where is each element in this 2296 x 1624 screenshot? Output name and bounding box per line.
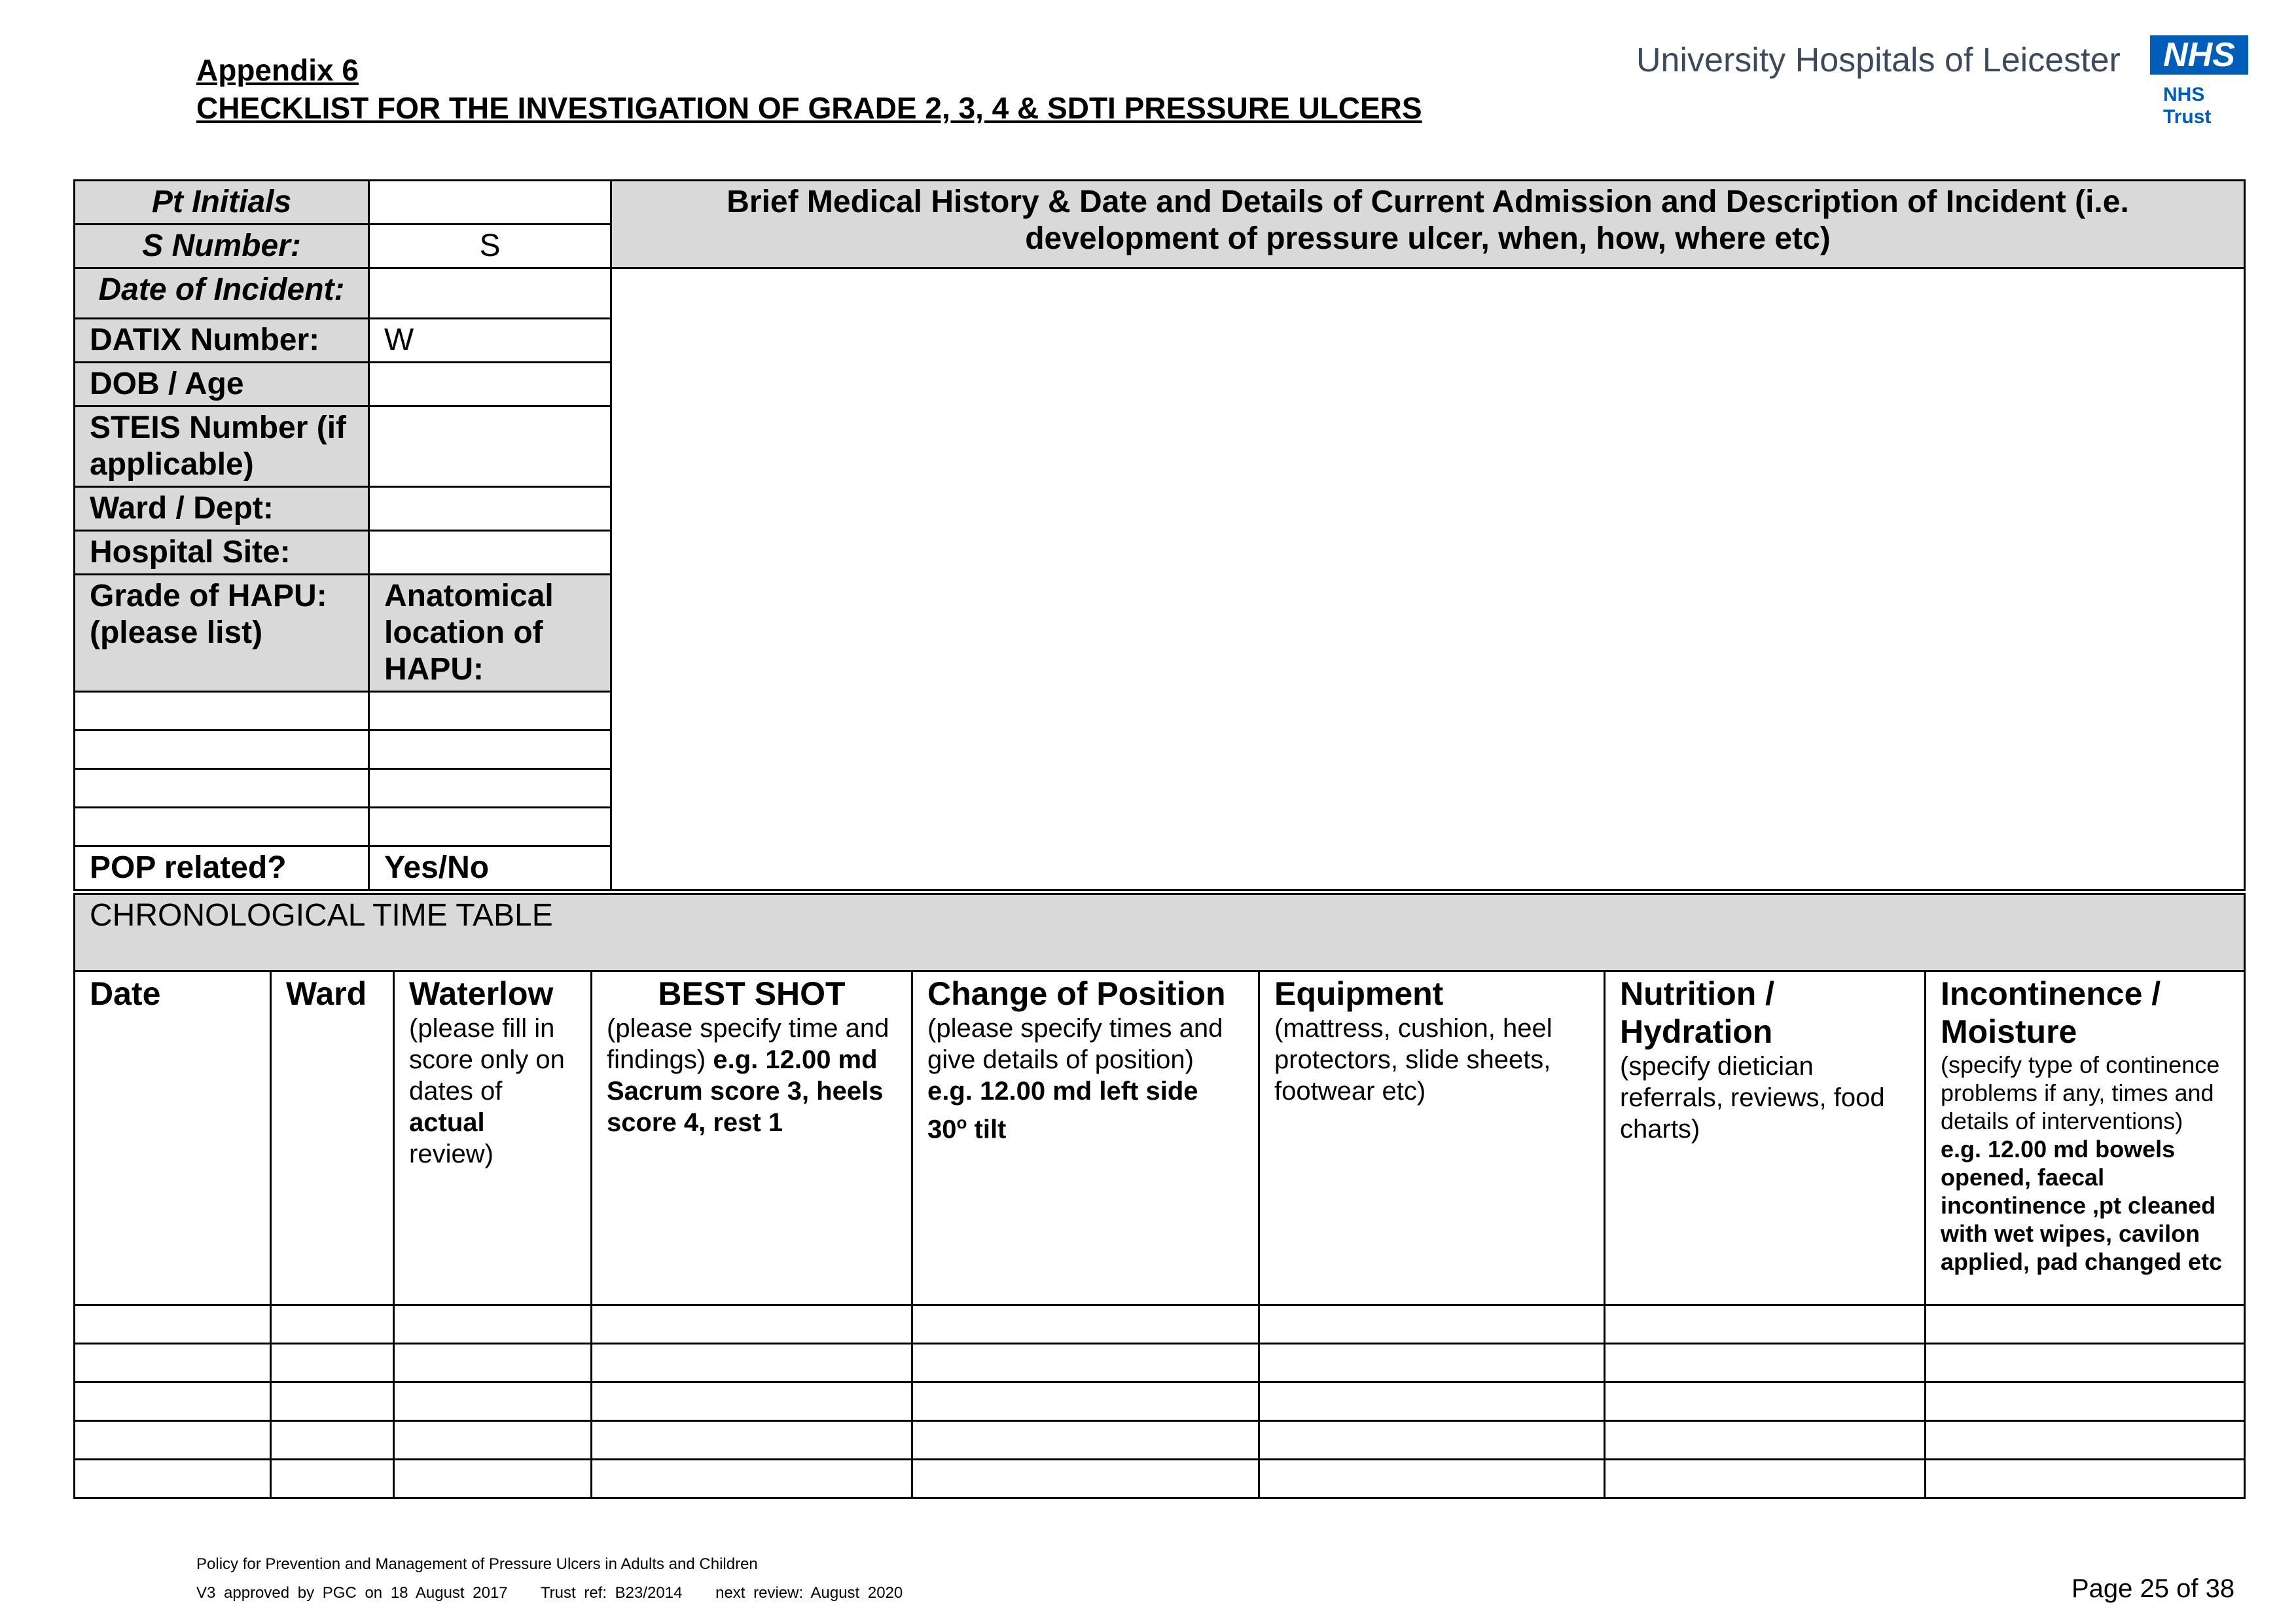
col-header-equipment: Equipment (mattress, cushion, heel protectors, slide sheets, footwear etc) (1259, 971, 1605, 1305)
ward-dept-label: Ward / Dept: (75, 487, 369, 531)
datix-number-label: DATIX Number: (75, 319, 369, 363)
table-cell[interactable] (271, 1382, 394, 1421)
table-cell[interactable] (592, 1382, 912, 1421)
anatomical-location-field[interactable] (369, 731, 611, 769)
organisation-name: University Hospitals of Leicester (1636, 41, 2121, 79)
table-cell[interactable] (1605, 1305, 1926, 1344)
steis-number-label: STEIS Number (if applicable) (75, 406, 369, 487)
table-cell[interactable] (1926, 1305, 2245, 1344)
table-row (75, 1460, 2245, 1498)
ward-dept-field[interactable] (369, 487, 611, 531)
document-title-block (196, 51, 1422, 127)
table-cell[interactable] (1926, 1344, 2245, 1382)
grade-of-hapu-field[interactable] (75, 692, 369, 731)
col-header-incontinence-moisture: Incontinence / Moisture (specify type of continence problems if any, times and details of interventions) e.g. 12.00 md bowels opened, faecal incontinence ,pt cleaned with wet wipes, cavilon applied, pad changed etc (1926, 971, 2245, 1305)
pop-related-label: POP related? (75, 846, 369, 890)
dob-age-field[interactable] (369, 363, 611, 406)
col-header-ward: Ward (271, 971, 394, 1305)
table-cell[interactable] (1605, 1344, 1926, 1382)
patient-details-table (73, 179, 2246, 891)
anatomical-location-field[interactable] (369, 692, 611, 731)
table-cell[interactable] (394, 1344, 592, 1382)
table-cell[interactable] (1259, 1460, 1605, 1498)
nhs-logo-badge: NHS (2150, 35, 2248, 75)
table-cell[interactable] (75, 1305, 271, 1344)
anatomical-location-label: Anatomical location of HAPU: (369, 575, 611, 692)
col-header-nutrition-hydration: Nutrition / Hydration (specify dietician referrals, reviews, food charts) (1605, 971, 1926, 1305)
table-row (75, 1305, 2245, 1344)
table-cell[interactable] (75, 1382, 271, 1421)
medical-history-field[interactable] (611, 268, 2245, 890)
page-title: CHECKLIST FOR THE INVESTIGATION OF GRADE 2, 3, 4 & SDTI PRESSURE ULCERS (196, 91, 1422, 125)
table-cell[interactable] (394, 1460, 592, 1498)
footer-policy: Policy for Prevention and Management of Pressure Ulcers in Adults and Children (196, 1555, 758, 1573)
table-cell[interactable] (1605, 1460, 1926, 1498)
table-cell[interactable] (75, 1421, 271, 1460)
datix-number-field[interactable]: W (369, 319, 611, 363)
table-cell[interactable] (1605, 1382, 1926, 1421)
pt-initials-label: Pt Initials (75, 181, 369, 225)
medical-history-header: Brief Medical History & Date and Details of Current Admission and Description of Incident (i.e. development of pressure ulcer, when, how, where etc) (611, 181, 2245, 268)
table-cell[interactable] (592, 1421, 912, 1460)
table-cell[interactable] (394, 1382, 592, 1421)
hospital-site-field[interactable] (369, 531, 611, 575)
anatomical-location-field[interactable] (369, 769, 611, 808)
chronological-time-table (73, 893, 2246, 1499)
table-cell[interactable] (912, 1382, 1259, 1421)
table-cell[interactable] (592, 1460, 912, 1498)
grade-of-hapu-field[interactable] (75, 808, 369, 846)
anatomical-location-field[interactable] (369, 808, 611, 846)
nhs-trust-label: NHS Trust (2163, 84, 2212, 128)
grade-of-hapu-label: Grade of HAPU: (please list) (75, 575, 369, 692)
table-cell[interactable] (592, 1305, 912, 1344)
col-header-waterlow: Waterlow (please fill in score only on dates of actual review) (394, 971, 592, 1305)
table-cell[interactable] (394, 1421, 592, 1460)
table-cell[interactable] (1926, 1382, 2245, 1421)
table-cell[interactable] (75, 1460, 271, 1498)
table-cell[interactable] (1259, 1421, 1605, 1460)
table-row (75, 1382, 2245, 1421)
date-of-incident-field[interactable] (369, 268, 611, 319)
dob-age-label: DOB / Age (75, 363, 369, 406)
table-cell[interactable] (271, 1421, 394, 1460)
table-cell[interactable] (75, 1344, 271, 1382)
table-cell[interactable] (1259, 1344, 1605, 1382)
grade-of-hapu-field[interactable] (75, 769, 369, 808)
grade-of-hapu-field[interactable] (75, 731, 369, 769)
pt-initials-field[interactable] (369, 181, 611, 225)
pop-related-field[interactable]: Yes/No (369, 846, 611, 890)
appendix-label: Appendix 6 (196, 53, 359, 87)
steis-number-field[interactable] (369, 406, 611, 487)
table-cell[interactable] (912, 1305, 1259, 1344)
s-number-field[interactable]: S (369, 225, 611, 268)
table-cell[interactable] (1605, 1421, 1926, 1460)
table-cell[interactable] (271, 1305, 394, 1344)
table-cell[interactable] (912, 1460, 1259, 1498)
uhl-nhs-logo (1630, 33, 2258, 128)
col-header-date: Date (75, 971, 271, 1305)
table-cell[interactable] (271, 1344, 394, 1382)
table-row (75, 1344, 2245, 1382)
footer-version: V3 approved by PGC on 18 August 2017 Trust ref: B23/2014 next review: August 2020 (196, 1584, 903, 1602)
col-header-change-of-position: Change of Position (please specify times and give details of position) e.g. 12.00 md left side 30$^o$ tilt (912, 971, 1259, 1305)
table-cell[interactable] (1926, 1421, 2245, 1460)
table-cell[interactable] (271, 1460, 394, 1498)
table-cell[interactable] (592, 1344, 912, 1382)
table-cell[interactable] (912, 1421, 1259, 1460)
table-cell[interactable] (1259, 1305, 1605, 1344)
col-header-best-shot: BEST SHOT (please specify time and findings) e.g. 12.00 md Sacrum score 3, heels score 4, rest 1 (592, 971, 912, 1305)
page-number: Page 25 of 38 (2072, 1574, 2235, 1603)
table-cell[interactable] (1926, 1460, 2245, 1498)
table-row (75, 1421, 2245, 1460)
table-cell[interactable] (912, 1344, 1259, 1382)
chrono-table-title: CHRONOLOGICAL TIME TABLE (75, 894, 2245, 971)
table-cell[interactable] (394, 1305, 592, 1344)
table-cell[interactable] (1259, 1382, 1605, 1421)
s-number-label: S Number: (75, 225, 369, 268)
date-of-incident-label: Date of Incident: (75, 268, 369, 319)
hospital-site-label: Hospital Site: (75, 531, 369, 575)
